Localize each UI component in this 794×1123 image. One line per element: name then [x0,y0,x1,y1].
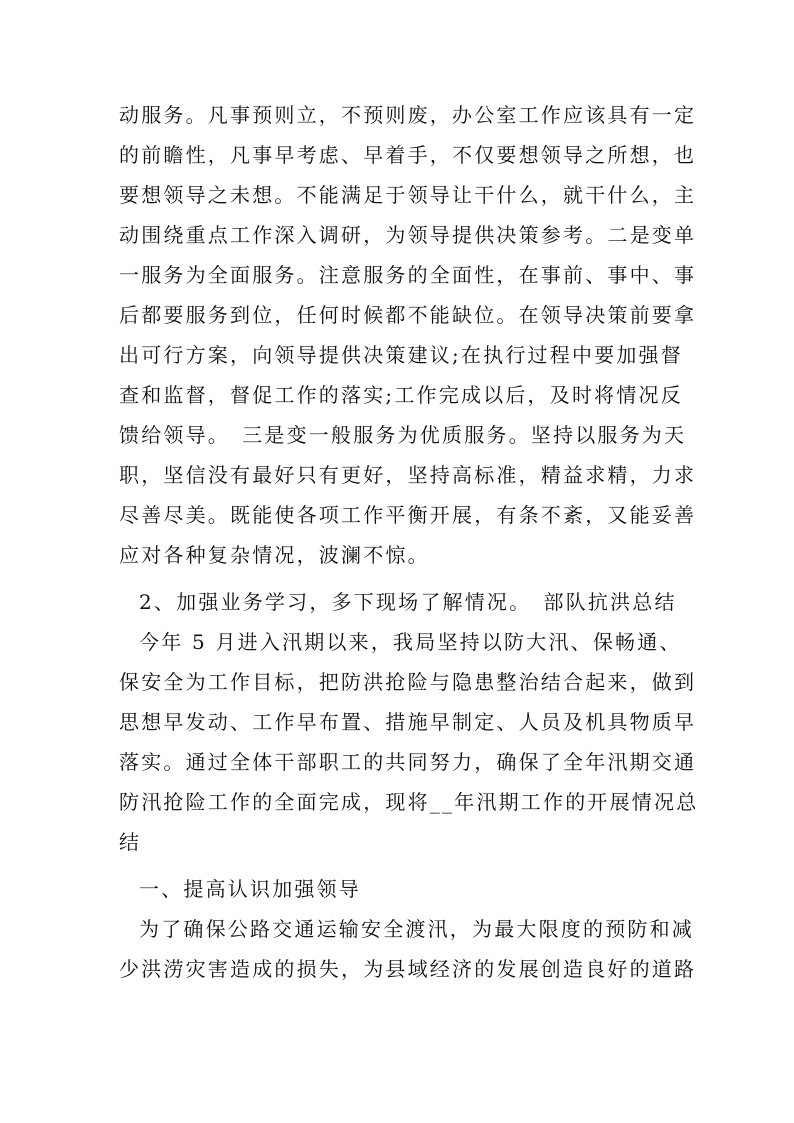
paragraph-line: 应对各种复杂情况，波澜不惊。 [119,543,430,567]
paragraph-line: 动围绕重点工作深入调研，为领导提供决策参考。二是变单 [119,223,697,247]
section-heading: 2、加强业务学习，多下现场了解情况。 部队抗洪总结 [139,590,677,614]
paragraph-line: 查和监督，督促工作的落实;工作完成以后，及时将情况反 [119,383,683,407]
paragraph-line: 保安全为工作目标，把防洪抢险与隐患整治结合起来，做到 [119,670,697,694]
paragraph-line: 少洪涝灾害造成的损失，为县域经济的发展创造良好的道路 [119,957,697,981]
paragraph-line: 动服务。凡事预则立，不预则废，办公室工作应该具有一定 [119,103,697,127]
paragraph-line: 后都要服务到位，任何时候都不能缺位。在领导决策前要拿 [119,303,697,327]
paragraph-line: 结 [119,830,142,854]
paragraph-line: 的前瞻性，凡事早考虑、早着手，不仅要想领导之所想，也 [119,143,697,167]
paragraph-line: 思想早发动、工作早布置、措施早制定、人员及机具物质早 [119,710,697,734]
paragraph-line: 防汛抢险工作的全面完成，现将__年汛期工作的开展情况总 [119,790,699,814]
paragraph-line: 一服务为全面服务。注意服务的全面性，在事前、事中、事 [119,263,697,287]
paragraph-line: 今年 5 月进入汛期以来，我局坚持以防大汛、保畅通、 [139,630,682,654]
paragraph-line: 馈给领导。 三是变一般服务为优质服务。坚持以服务为天 [119,423,687,447]
section-heading: 一、提高认识加强领导 [139,877,361,901]
paragraph-line: 落实。通过全体干部职工的共同努力，确保了全年汛期交通 [119,750,697,774]
paragraph-line: 要想领导之未想。不能满足于领导让干什么，就干什么，主 [119,183,697,207]
paragraph-line: 出可行方案，向领导提供决策建议;在执行过程中要加强督 [119,343,683,367]
paragraph-line: 尽善尽美。既能使各项工作平衡开展，有条不紊，又能妥善 [119,503,697,527]
paragraph-line: 为了确保公路交通运输安全渡汛，为最大限度的预防和减 [139,917,694,941]
paragraph-line: 职，坚信没有最好只有更好，坚持高标准，精益求精，力求 [119,463,697,487]
